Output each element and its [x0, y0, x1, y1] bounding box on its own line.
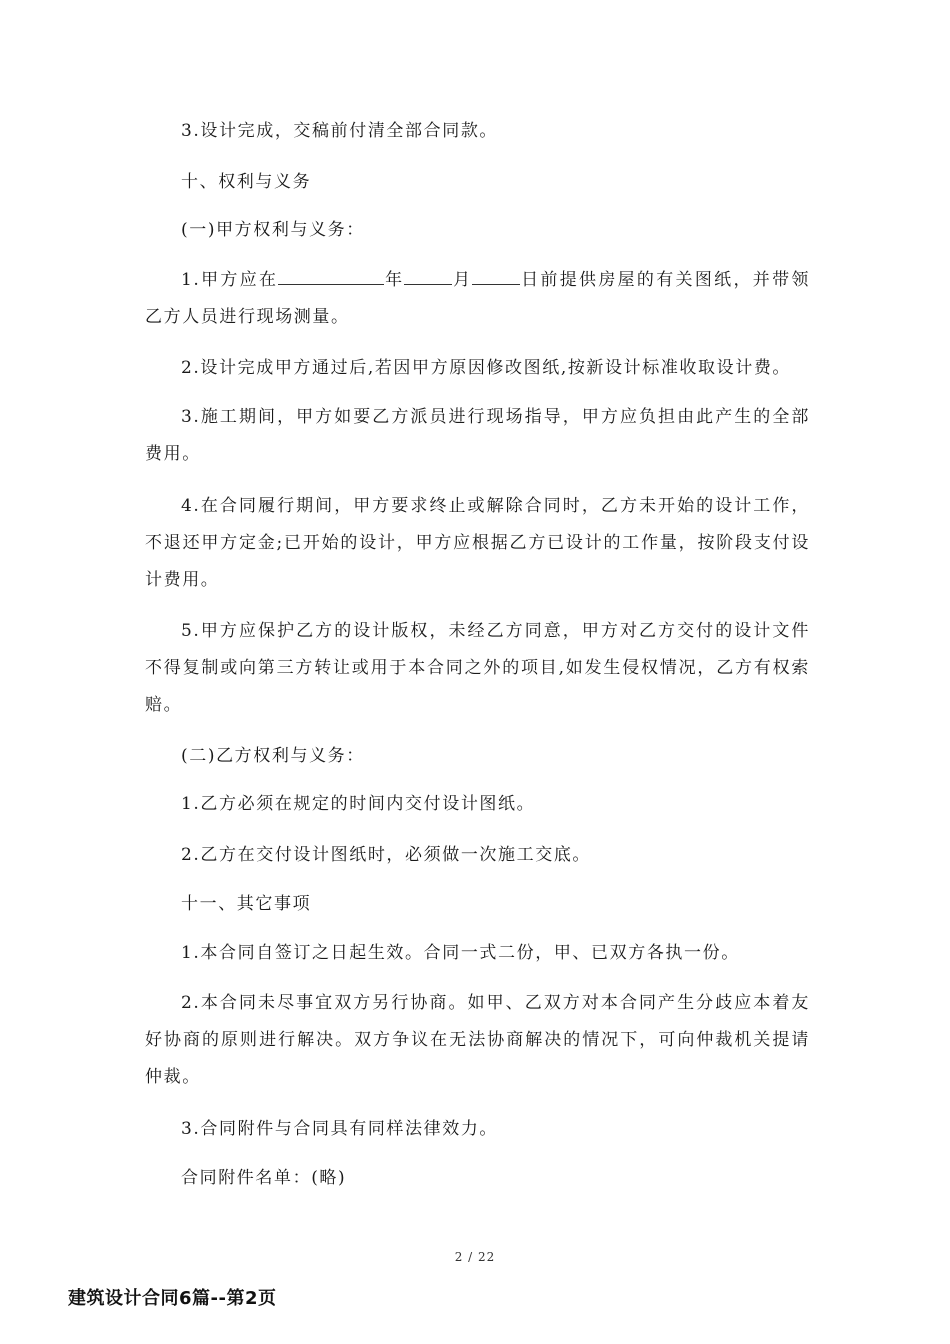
- clause-paragraph: 3.施工期间，甲方如要乙方派员进行现场指导，甲方应负担由此产生的全部费用。: [145, 407, 810, 464]
- clause-paragraph: 2.乙方在交付设计图纸时，必须做一次施工交底。: [181, 845, 592, 865]
- section-heading: 十一、其它事项: [181, 894, 312, 914]
- clause-text: 1.甲方应在: [181, 270, 279, 290]
- footer-title: 建筑设计合同6篇--第2页: [68, 1288, 277, 1309]
- section-heading: 十、权利与义务: [181, 172, 312, 192]
- page-number: 2 / 22: [454, 1250, 496, 1264]
- clause-paragraph: 1.本合同自签订之日起生效。合同一式二份，甲、已双方各执一份。: [181, 943, 740, 963]
- clause-paragraph: 4.在合同履行期间，甲方要求终止或解除合同时，乙方未开始的设计工作，不退还甲方定金;已开始的设计，甲方应根据乙方已设计的工作量，按阶段支付设计费用。: [145, 496, 810, 590]
- clause-paragraph: 2.本合同未尽事宜双方另行协商。如甲、乙双方对本合同产生分歧应本着友好协商的原则进行解决。双方争议在无法协商解决的情况下，可向仲裁机关提请仲裁。: [145, 993, 810, 1087]
- clause-text: 年: [384, 270, 405, 290]
- clause-paragraph: 2.设计完成甲方通过后,若因甲方原因修改图纸,按新设计标准收取设计费。: [181, 358, 792, 378]
- blank-month: [404, 268, 452, 285]
- clause-paragraph: 3.合同附件与合同具有同样法律效力。: [181, 1119, 499, 1139]
- blank-day: [472, 268, 520, 285]
- clause-paragraph: 3.设计完成，交稿前付清全部合同款。: [181, 121, 499, 141]
- clause-paragraph: 1.乙方必须在规定的时间内交付设计图纸。: [181, 794, 536, 814]
- annex-list: 合同附件名单：(略): [181, 1168, 347, 1188]
- clause-text: 日前提供房屋的有关图纸，并带领乙方人员进行现场测量。: [145, 270, 810, 327]
- clause-paragraph: 5.甲方应保护乙方的设计版权，未经乙方同意，甲方对乙方交付的设计文件不得复制或向第三方转让或用于本合同之外的项目,如发生侵权情况，乙方有权索赔。: [145, 621, 810, 715]
- subsection-heading: (二)乙方权利与义务：: [181, 746, 365, 766]
- subsection-heading: (一)甲方权利与义务：: [181, 220, 365, 240]
- clause-paragraph: [145, 262, 810, 336]
- blank-year: [278, 268, 384, 285]
- clause-text: 月: [452, 270, 473, 290]
